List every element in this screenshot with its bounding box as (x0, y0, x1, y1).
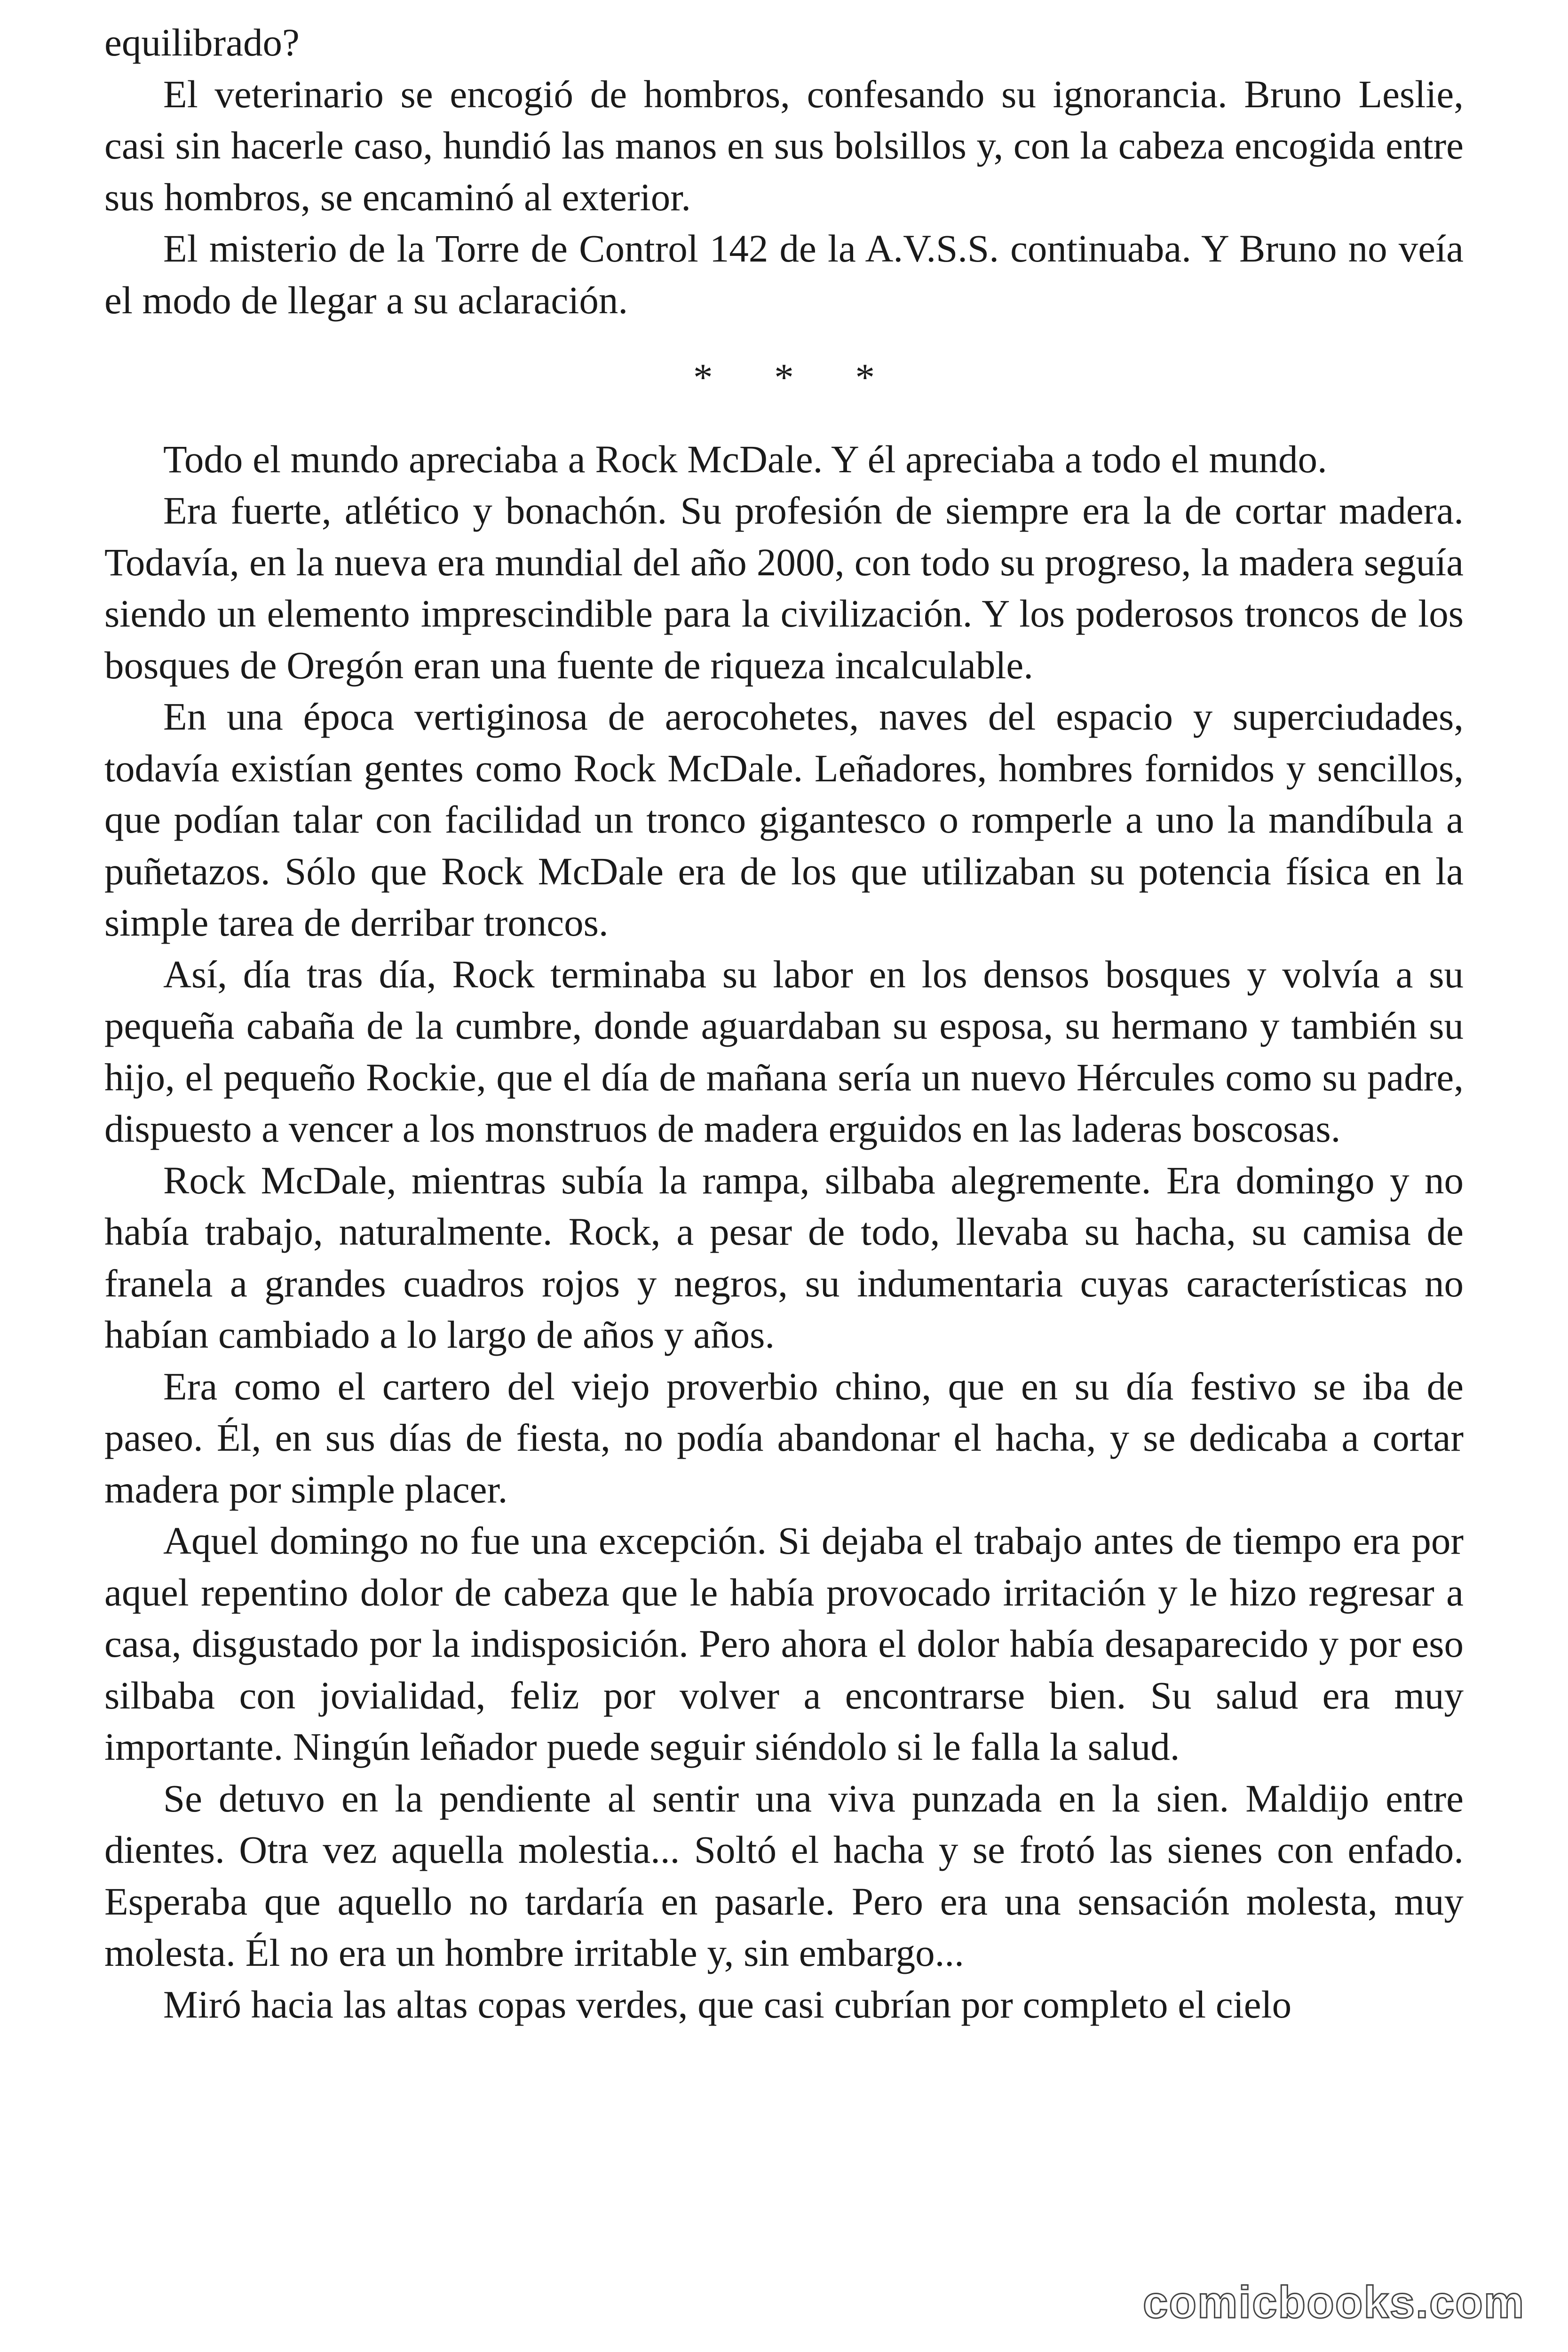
watermark-logo: comicbooks.com (1143, 2277, 1525, 2328)
separator-asterisk: * (855, 356, 875, 399)
paragraph: El misterio de la Torre de Control 142 de la A.V.S.S. continuaba. Y Bruno no veía el modo de llegar a su aclaración. (104, 227, 1464, 322)
paragraph: Rock McDale, mientras subía la rampa, silbaba alegremente. Era domingo y no había trabajo, naturalmente. Rock, a pesar de todo, llevaba su hacha, su camisa de franela a grandes cuadros rojos y negros, su indumentaria cuyas características no habían cambiado a lo largo de años y años. (104, 1158, 1464, 1356)
paragraph: Miró hacia las altas copas verdes, que casi cubrían por completo el cielo (163, 1982, 1292, 2026)
separator-asterisk: * (693, 356, 713, 399)
paragraph: equilibrado? (104, 21, 300, 64)
paragraph: Era como el cartero del viejo proverbio chino, que en su día festivo se iba de paseo. Él, en sus días de fiesta, no podía abandonar el hacha, y se dedicaba a cortar madera por simple placer. (104, 1364, 1464, 1511)
paragraph: Era fuerte, atlético y bonachón. Su profesión de siempre era la de cortar madera. Todavía, en la nueva era mundial del año 2000, con todo su progreso, la madera seguía siendo un elemento imprescindible para la civilización. Y los poderosos troncos de los bosques de Oregón eran una fuente de riqueza incalculable. (104, 489, 1464, 687)
paragraph: Todo el mundo apreciaba a Rock McDale. Y él apreciaba a todo el mundo. (163, 437, 1327, 481)
paragraph: Así, día tras día, Rock terminaba su labor en los densos bosques y volvía a su pequeña cabaña de la cumbre, donde aguardaban su esposa, su hermano y también su hijo, el pequeño Rockie, que el día de mañana sería un nuevo Hércules como su padre, dispuesto a vencer a los monstruos de madera erguidos en las laderas boscosas. (104, 952, 1464, 1150)
paragraph: En una época vertiginosa de aerocohetes, naves del espacio y superciudades, todavía existían gentes como Rock McDale. Leñadores, hombres fornidos y sencillos, que podían talar con facilidad un tronco gigantesco o romperle a uno la mandíbula a puñetazos. Sólo que Rock McDale era de los que utilizaban su potencia física en la simple tarea de derribar troncos. (104, 695, 1464, 944)
paragraph: El veterinario se encogió de hombros, confesando su ignorancia. Bruno Leslie, casi sin hacerle caso, hundió las manos en sus bolsillos y, con la cabeza encogida entre sus hombros, se encaminó al exterior. (104, 72, 1464, 219)
paragraph: Aquel domingo no fue una excepción. Si dejaba el trabajo antes de tiempo era por aquel repentino dolor de cabeza que le había provocado irritación y le hizo regresar a casa, disgustado por la indisposición. Pero ahora el dolor había desaparecido y por eso silbaba con jovialidad, feliz por volver a encontrarse bien. Su salud era muy importante. Ningún leñador puede seguir siéndolo si le falla la salud. (104, 1519, 1464, 1768)
separator-asterisk: * (774, 356, 794, 399)
document-page (104, 17, 1464, 2030)
section-separator (104, 352, 1464, 404)
paragraph: Se detuvo en la pendiente al sentir una viva punzada en la sien. Maldijo entre dientes. Otra vez aquella molestia... Soltó el hacha y se frotó las sienes con enfado. Esperaba que aquello no tardaría en pasarle. Pero era una sensación molesta, muy molesta. Él no era un hombre irritable y, sin embargo... (104, 1776, 1464, 1974)
